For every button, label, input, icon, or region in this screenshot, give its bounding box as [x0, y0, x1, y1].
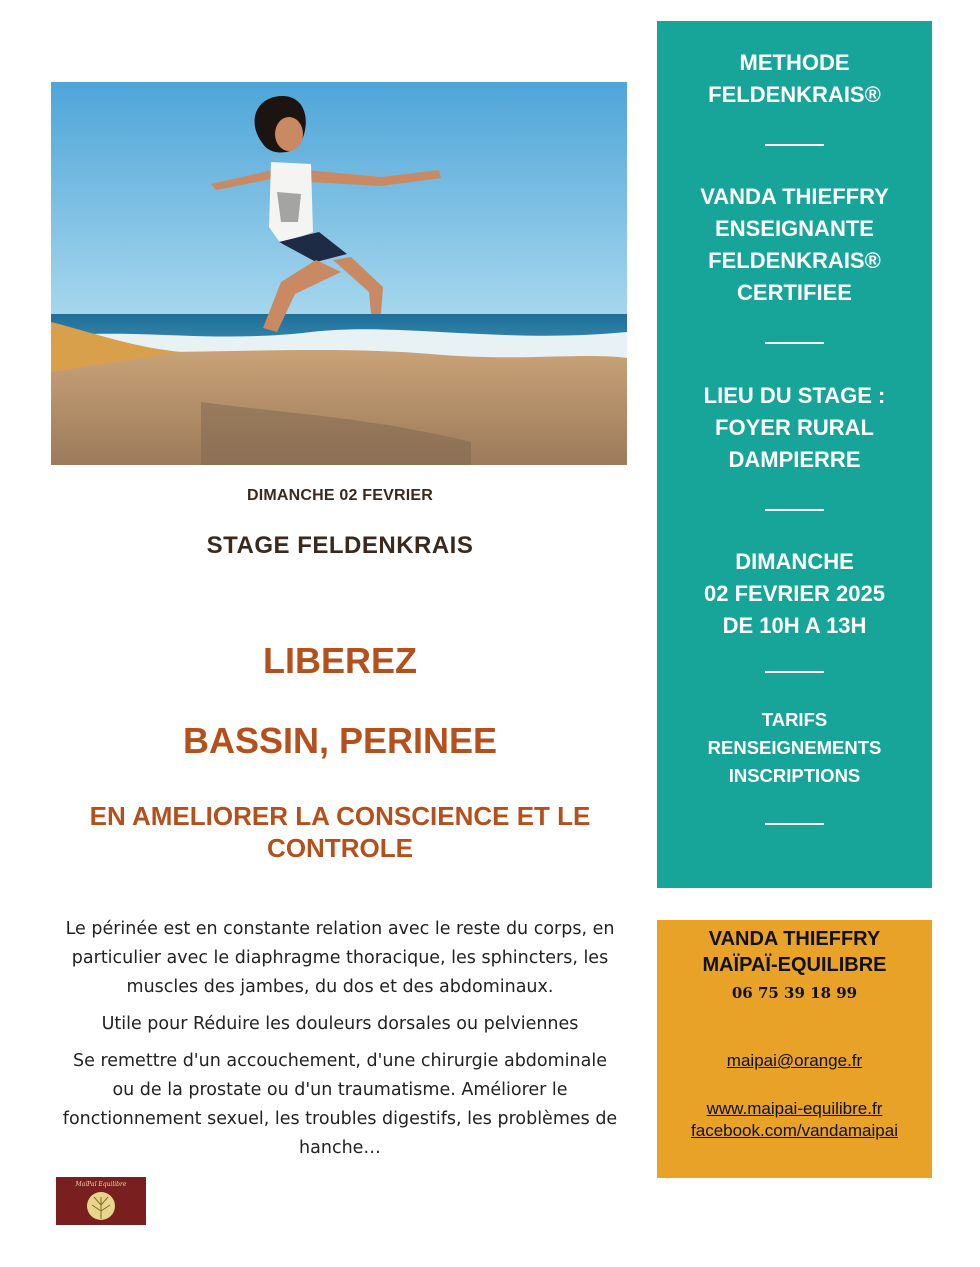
- method-block: [657, 47, 932, 111]
- stage-title: STAGE FELDENKRAIS: [206, 532, 474, 559]
- sidebar-line: FELDENKRAIS®: [708, 82, 881, 107]
- contact-name-line: MAÏPAÏ-EQUILIBRE: [702, 954, 887, 976]
- email-link[interactable]: maipai@orange.fr: [726, 1051, 863, 1070]
- description-paragraph: [40, 1047, 640, 1163]
- text-line: ou de la prostate ou d'un traumatisme. Améliorer le: [112, 1080, 568, 1100]
- contact-name-line: VANDA THIEFFRY: [708, 928, 881, 950]
- contact-box: [657, 920, 932, 1178]
- sidebar-line: DIMANCHE: [735, 549, 854, 574]
- sidebar-line: VANDA THIEFFRY: [700, 184, 889, 209]
- text-line: Se remettre d'un accouchement, d'une chirurgie abdominale: [73, 1051, 607, 1071]
- beach-jump-photo: [51, 82, 627, 465]
- sidebar-line: DE 10H A 13H: [722, 613, 867, 638]
- info-sidebar: [657, 21, 932, 888]
- subheadline-line: CONTROLE: [267, 833, 413, 863]
- sidebar-line: LIEU DU STAGE :: [703, 383, 886, 408]
- maipai-logo: [56, 1177, 146, 1225]
- divider: [765, 342, 824, 344]
- divider: [765, 823, 824, 825]
- date-time-block: [657, 546, 932, 642]
- sidebar-line: RENSEIGNEMENTS: [707, 737, 882, 758]
- text-line: Utile pour Réduire les douleurs dorsales ou pelviennes: [101, 1014, 579, 1034]
- sidebar-line: FELDENKRAIS®: [708, 248, 881, 273]
- headline-bassin-perinee: BASSIN, PERINEE: [182, 720, 498, 761]
- sidebar-line: CERTIFIEE: [737, 280, 852, 305]
- sidebar-line: TARIFS: [761, 709, 828, 730]
- text-line: fonctionnement sexuel, les troubles digestifs, les problèmes de: [62, 1109, 618, 1129]
- description-paragraph: [40, 1010, 640, 1039]
- website-link[interactable]: www.maipai-equilibre.fr: [706, 1099, 883, 1118]
- text-line: Le périnée est en constante relation avec le reste du corps, en: [65, 919, 615, 939]
- phone-number: 06 75 39 18 99: [731, 984, 858, 1002]
- subheadline: [40, 800, 640, 864]
- description: [40, 915, 640, 1171]
- facebook-link[interactable]: facebook.com/vandamaipai: [691, 1121, 898, 1140]
- date-subtitle: DIMANCHE 02 FEVRIER: [246, 487, 434, 504]
- headline-liberez: LIBEREZ: [262, 640, 417, 681]
- logo-text: MaïPaï Equilibre: [75, 1181, 127, 1188]
- contact-name: [657, 926, 932, 978]
- location-block: [657, 380, 932, 476]
- text-line: particulier avec le diaphragme thoracique, les sphincters, les: [71, 948, 609, 968]
- divider: [765, 144, 824, 146]
- sidebar-line: 02 FEVRIER 2025: [704, 581, 885, 606]
- subheadline-line: EN AMELIORER LA CONSCIENCE ET LE: [89, 801, 591, 831]
- text-line: hanche…: [299, 1138, 381, 1158]
- divider: [765, 509, 824, 511]
- sidebar-line: FOYER RURAL: [715, 415, 874, 440]
- info-block: [657, 706, 932, 790]
- sidebar-line: INSCRIPTIONS: [728, 765, 861, 786]
- description-paragraph: [40, 915, 640, 1002]
- teacher-block: [657, 181, 932, 309]
- divider: [765, 671, 824, 673]
- sidebar-line: DAMPIERRE: [728, 447, 861, 472]
- sidebar-line: METHODE: [739, 50, 850, 75]
- text-line: muscles des jambes, du dos et des abdominaux.: [126, 977, 554, 997]
- sidebar-line: ENSEIGNANTE: [715, 216, 874, 241]
